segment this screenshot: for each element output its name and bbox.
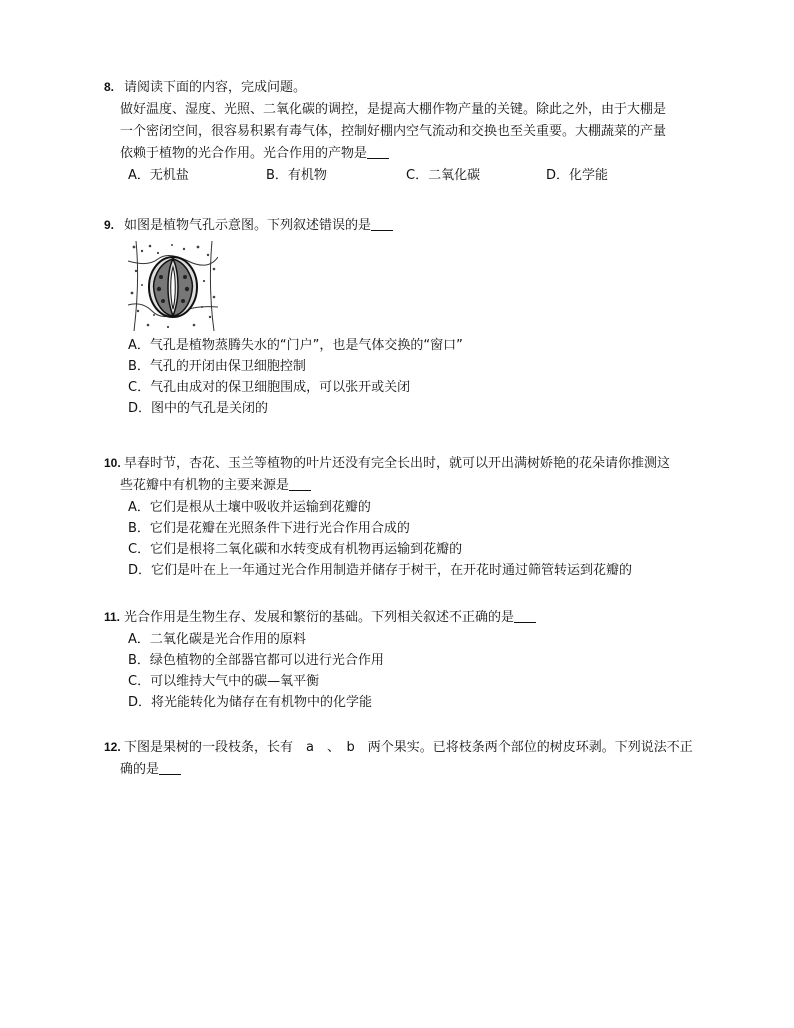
option-c[interactable]: C．可以维持大气中的碳—氧平衡 — [128, 674, 320, 689]
answer-blank[interactable] — [367, 144, 389, 159]
answer-blank[interactable] — [371, 216, 393, 231]
option-c[interactable]: C．它们是根将二氧化碳和水转变成有机物再运输到花瓣的 — [128, 542, 463, 557]
question-11 — [104, 606, 704, 713]
options-row — [104, 165, 704, 187]
option-b[interactable]: B．有机物 — [266, 168, 327, 183]
option-b[interactable]: B．绿色植物的全部器官都可以进行光合作用 — [128, 653, 384, 668]
question-number: 10. — [104, 456, 121, 470]
question-paragraph-line: 依赖于植物的光合作用。光合作用的产物是 — [120, 146, 368, 161]
question-number: 9. — [104, 218, 115, 232]
question-stem: 下图是果树的一段枝条，长有 a 、 b 两个果实。已将枝条两个部位的树皮环剥。下列说法不正 — [124, 740, 693, 755]
option-a[interactable]: A．它们是根从土壤中吸收并运输到花瓣的 — [128, 500, 371, 515]
question-stem: 光合作用是生物生存、发展和繁衍的基础。下列相关叙述不正确的是 — [124, 610, 515, 625]
stomata-diagram-icon — [128, 241, 218, 331]
option-d[interactable]: D．化学能 — [546, 168, 609, 183]
option-a[interactable]: A．无机盐 — [128, 168, 189, 183]
question-9 — [104, 214, 704, 419]
answer-blank[interactable] — [514, 608, 536, 623]
answer-blank[interactable] — [159, 760, 181, 775]
question-stem: 早春时节，杏花、玉兰等植物的叶片还没有完全长出时，就可以开出满树娇艳的花朵请你推测这 — [124, 456, 671, 471]
question-stem-continued: 些花瓣中有机物的主要来源是 — [120, 478, 290, 493]
option-a[interactable]: A．二氧化碳是光合作用的原料 — [128, 632, 306, 647]
option-d[interactable]: D．将光能转化为储存在有机物中的化学能 — [128, 695, 373, 710]
option-d[interactable]: D．它们是叶在上一年通过光合作用制造并储存于树干，在开花时通过筛管转运到花瓣的 — [128, 563, 633, 578]
option-b[interactable]: B．它们是花瓣在光照条件下进行光合作用合成的 — [128, 521, 410, 536]
option-a[interactable]: A．气孔是植物蒸腾失水的“门户”，也是气体交换的“窗口” — [128, 338, 463, 353]
answer-blank[interactable] — [289, 476, 311, 491]
question-10 — [104, 452, 704, 581]
question-stem: 请阅读下面的内容，完成问题。 — [124, 80, 307, 95]
question-stem-continued: 确的是 — [120, 762, 160, 777]
question-number: 8. — [104, 80, 115, 94]
question-paragraph-line: 一个密闭空间，很容易积累有毒气体，控制好棚内空气流动和交换也至关重要。大棚蔬菜的产量 — [120, 124, 667, 139]
option-b[interactable]: B．气孔的开闭由保卫细胞控制 — [128, 359, 306, 374]
question-paragraph-line: 做好温度、湿度、光照、二氧化碳的调控，是提高大棚作物产量的关键。除此之外，由于大棚是 — [120, 102, 667, 117]
question-8 — [104, 76, 704, 187]
option-c[interactable]: C．气孔由成对的保卫细胞围成，可以张开或关闭 — [128, 380, 411, 395]
question-number: 12. — [104, 740, 121, 754]
option-d[interactable]: D．图中的气孔是关闭的 — [128, 401, 269, 416]
question-12 — [104, 736, 704, 781]
question-number: 11. — [104, 610, 121, 624]
option-c[interactable]: C．二氧化碳 — [406, 168, 481, 183]
question-stem: 如图是植物气孔示意图。下列叙述错误的是 — [124, 218, 372, 233]
